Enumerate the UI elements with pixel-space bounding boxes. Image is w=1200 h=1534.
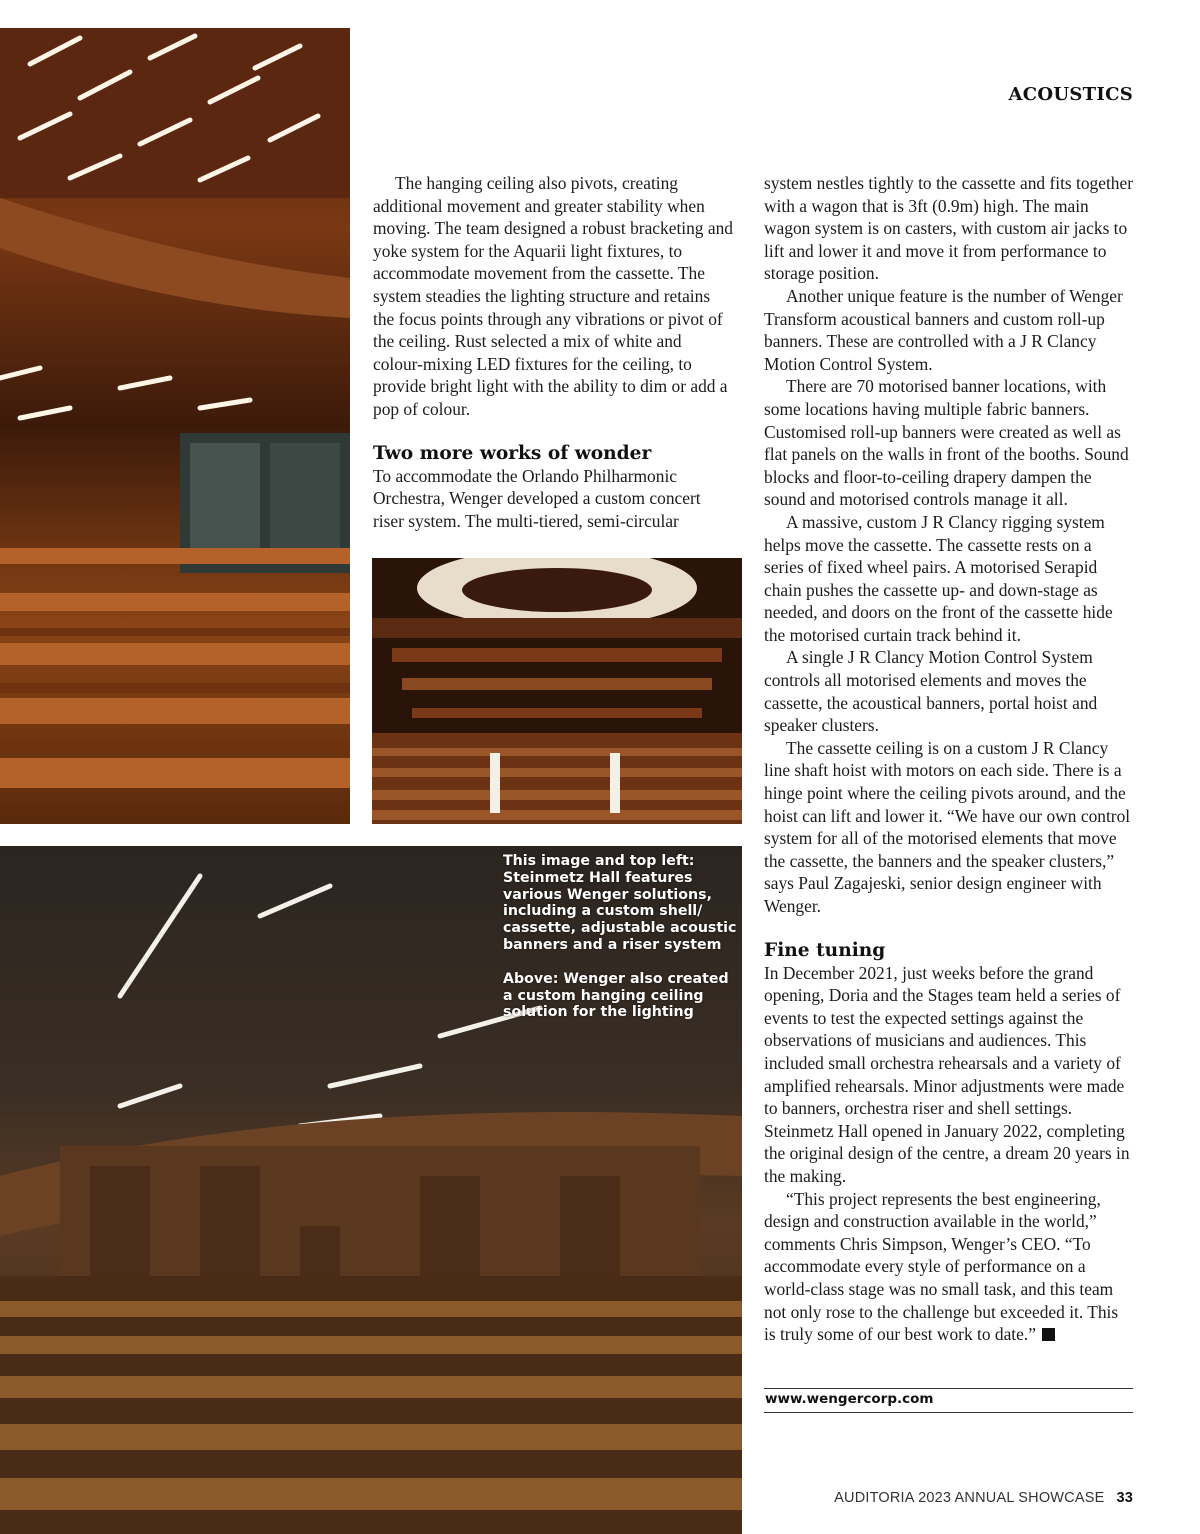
final-paragraph-text: “This project represents the best engineering, design and construction available in the world,” comments Chris Simpson, Wenger’s CEO. “To accommodate every style of performance on a world-class stage was no small task, and this team not only rose to the challenge but exceeded it. This is truly some of our best work to date.” [764, 1188, 1119, 1345]
article-paragraph: A single J R Clancy Motion Control System controls all motorised elements and moves the cassette, the acoustical banners, portal hoist and speaker clusters. [764, 647, 1098, 736]
article-paragraph: There are 70 motorised banner locations, with some locations having multiple fabric banners. Customised roll-up banners were created as well as flat panels on the walls in front of the booths. Sound blocks and floor-to-ceiling drapery dampen the sound and motorised controls manage it all. [764, 376, 1129, 510]
article-paragraph: Another unique feature is the number of Wenger Transform acoustical banners and custom roll-up banners. These are controlled with a J R Clancy Motion Control System. [764, 285, 1123, 374]
article-paragraph: The hanging ceiling also pivots, creating additional movement and greater stability when moving. The team designed a robust bracketing and yoke system for the Aquarii light fixtures, to accommodate movement from the cassette. The system steadies the lighting structure and retains the focus points through any vibrations or pivot of the ceiling. Rust selected a mix of white and colour-mixing LED fixtures for the ceiling, to provide bright light with the ability to dim or add a pop of colour. [373, 173, 733, 419]
article-paragraph: system nestles tightly to the cassette and fits together with a wagon that is 3ft (0.9m) high. The main wagon system is on casters, with custom air jacks to lift and lower it and move it from performance to storage position. [764, 173, 1133, 284]
article-paragraph: In December 2021, just weeks before the grand opening, Doria and the Stages team held a series of events to test the expected settings against the observations of musicians and audiences. This included small orchestra rehearsals and a variety of amplified rehearsals. Minor adjustments were made to banners, orchestra riser and shell settings. Steinmetz Hall opened in January 2022, completing the original design of the centre, a dream 20 years in the making. [764, 962, 1130, 1186]
photo-auditorium-interior [372, 558, 742, 824]
url-rule-top [764, 1388, 1133, 1389]
section-heading-fine-tuning: Fine tuning [764, 939, 886, 961]
section-heading-works-of-wonder: Two more works of wonder [373, 442, 652, 464]
url-rule-bottom [764, 1412, 1133, 1413]
end-of-article-mark [1042, 1328, 1055, 1341]
article-paragraph: A massive, custom J R Clancy rigging system helps move the cassette. The cassette rests on a series of fixed wheel pairs. A motorised Serapid chain pushes the cassette up- and down-stage as needed, and doors on the front of the cassette hide the motorised curtain track behind it. [764, 511, 1113, 645]
page-number: 33 [1116, 1490, 1133, 1506]
article-paragraph: The cassette ceiling is on a custom J R Clancy line shaft hoist with motors on each side. There is a hinge point where the ceiling pivots around, and the hoist can lift and lower it. “We have our own control system for all of the motorised elements that move the cassette, the banners and the speaker clusters,” says Paul Zagajeski, senior design engineer with Wenger. [764, 737, 1131, 916]
article-column-right [764, 172, 1134, 1346]
website-link[interactable]: www.wengercorp.com [765, 1391, 934, 1407]
caption-above: Above: Wenger also created a custom hanging ceiling solution for the lighting [503, 970, 729, 1021]
photo-hall-seating-ceiling [0, 28, 350, 824]
article-paragraph-final [764, 1188, 1134, 1346]
photo-caption [503, 853, 739, 1038]
caption-main: This image and top left: Steinmetz Hall features various Wenger solutions, including a custom shell/ cassette, adjustable acoustic banners and a riser system [503, 853, 737, 953]
article-paragraph: To accommodate the Orlando Philharmonic Orchestra, Wenger developed a custom concert riser system. The multi-tiered, semi-circular [373, 465, 701, 531]
page-footer [834, 1490, 1133, 1506]
article-column-middle [373, 172, 733, 532]
publication-name: AUDITORIA 2023 ANNUAL SHOWCASE [834, 1490, 1105, 1506]
section-label: ACOUSTICS [1008, 84, 1133, 105]
